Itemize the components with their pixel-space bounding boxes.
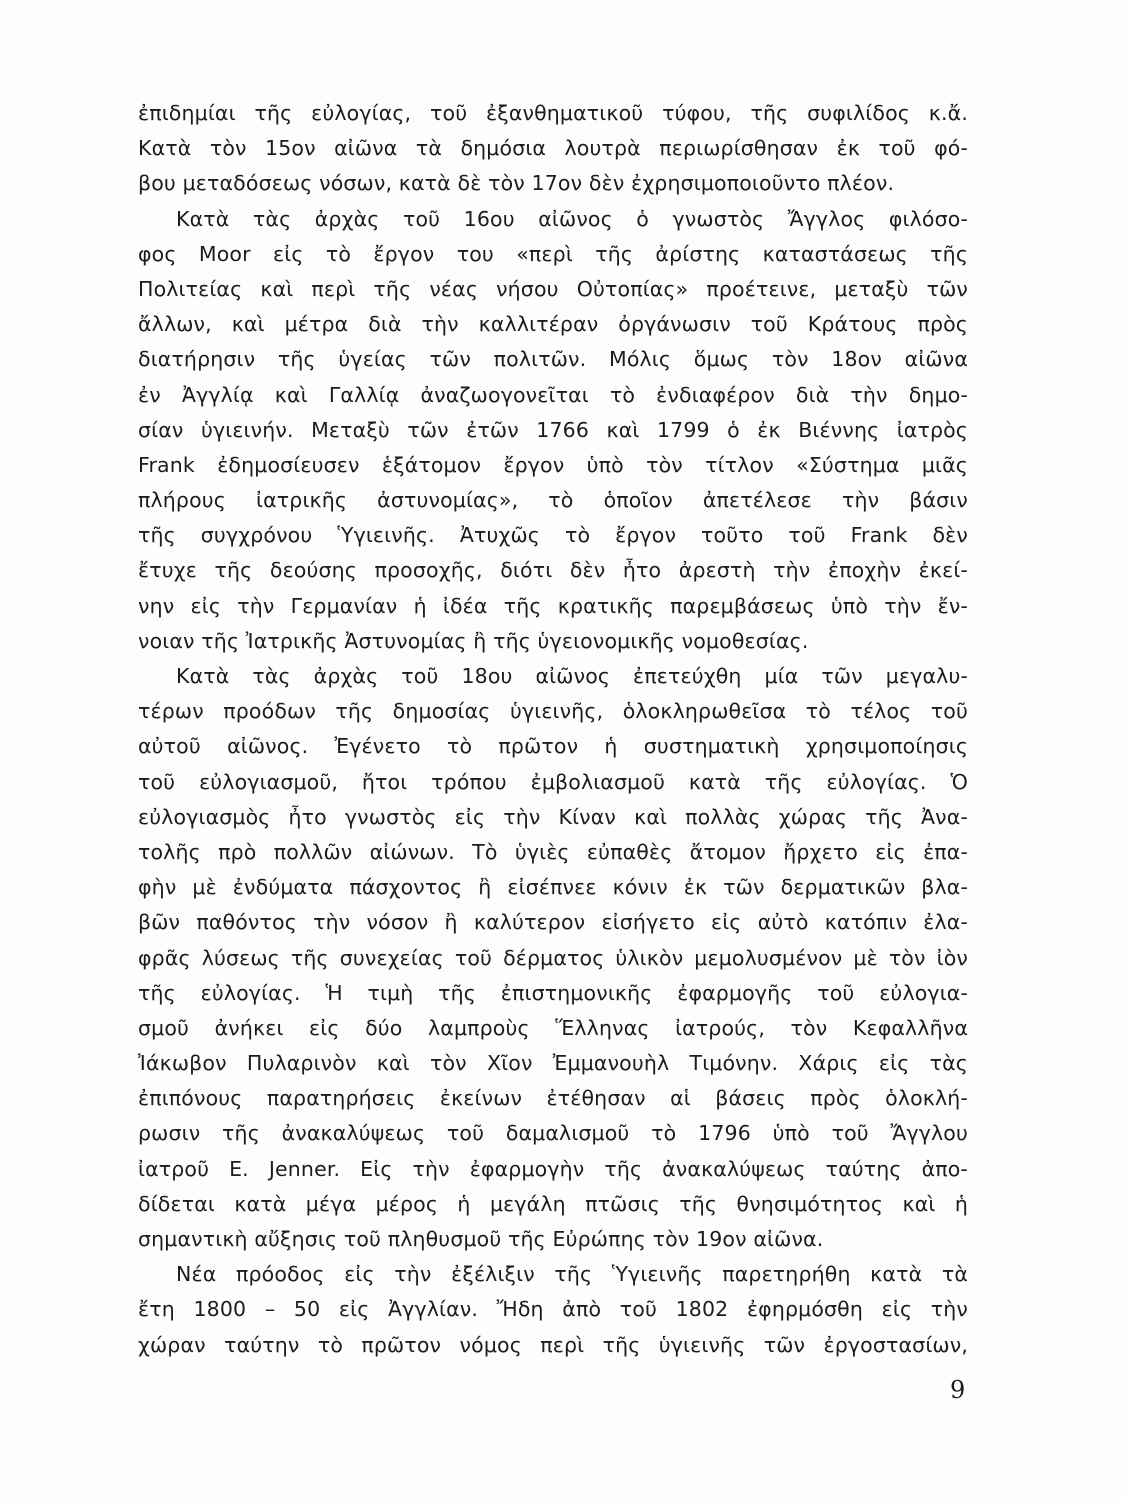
text-line: φος Moor εἰς τὸ ἔργον του «περὶ τῆς ἀρίστης καταστάσεως τῆς <box>138 241 968 266</box>
text-line: ἰατροῦ E. Jenner. Εἰς τὴν ἐφαρμογὴν τῆς ἀνακαλύψεως ταύτης ἀπο- <box>138 1156 968 1181</box>
text-line: Πολιτείας καὶ περὶ τῆς νέας νήσου Οὐτοπίας» προέτεινε, μεταξὺ τῶν <box>138 276 968 301</box>
text-line: βῶν παθόντος τὴν νόσον ἢ καλύτερον εἰσήγετο εἰς αὐτὸ κατόπιν ἐλα- <box>138 910 968 935</box>
text-line: σίαν ὑγιεινήν. Μεταξὺ τῶν ἐτῶν 1766 καὶ 1799 ὁ ἐκ Βιέννης ἰατρὸς <box>138 417 968 442</box>
text-line: πλήρους ἰατρικῆς ἀστυνομίας», τὸ ὁποῖον ἀπετέλεσε τὴν βάσιν <box>138 488 968 513</box>
text-line: νοιαν τῆς Ἰατρικῆς Ἀστυνομίας ἢ τῆς ὑγειονομικῆς νομοθεσίας. <box>138 628 809 653</box>
paragraph-start-line: Κατὰ τὰς ἀρχὰς τοῦ 16ου αἰῶνος ὁ γνωστὸς Ἄγγλος φιλόσο- <box>176 206 968 231</box>
text-line: ἔτη 1800 – 50 εἰς Ἀγγλίαν. Ἤδη ἀπὸ τοῦ 1802 ἐφηρμόσθη εἰς τὴν <box>138 1297 968 1322</box>
text-line: Ἰάκωβον Πυλαρινὸν καὶ τὸν Χῖον Ἐμμανουὴλ Τιμόνην. Χάρις εἰς τὰς <box>138 1051 968 1076</box>
text-line: τῆς συγχρόνου Ὑγιεινῆς. Ἀτυχῶς τὸ ἔργον τοῦτο τοῦ Frank δὲν <box>138 523 968 548</box>
text-line: τῆς εὐλογίας. Ἡ τιμὴ τῆς ἐπιστημονικῆς ἐφαρμογῆς τοῦ εὐλογια- <box>138 980 968 1005</box>
text-line: διατήρησιν τῆς ὑγείας τῶν πολιτῶν. Μόλις ὅμως τὸν 18ον αἰῶνα <box>138 347 968 372</box>
text-line: φὴν μὲ ἐνδύματα πάσχοντος ἢ εἰσέπνεε κόνιν ἐκ τῶν δερματικῶν βλα- <box>138 875 968 900</box>
text-line: νην εἰς τὴν Γερμανίαν ἡ ἰδέα τῆς κρατικῆς παρεμβάσεως ὑπὸ τὴν ἔν- <box>138 593 968 618</box>
text-line: σμοῦ ἀνήκει εἰς δύο λαμπροὺς Ἕλληνας ἰατρούς, τὸν Κεφαλλῆνα <box>138 1015 968 1040</box>
text-line: αὐτοῦ αἰῶνος. Ἐγένετο τὸ πρῶτον ἡ συστηματικὴ χρησιμοποίησις <box>138 734 968 759</box>
text-line: ἔτυχε τῆς δεούσης προσοχῆς, διότι δὲν ἦτο ἀρεστὴ τὴν ἐποχὴν ἐκεί- <box>138 558 968 583</box>
text-line: ἐν Ἀγγλίᾳ καὶ Γαλλίᾳ ἀναζωογονεῖται τὸ ἐνδιαφέρον διὰ τὴν δημο- <box>138 382 968 407</box>
text-line: ἐπιπόνους παρατηρήσεις ἐκείνων ἐτέθησαν αἱ βάσεις πρὸς ὁλοκλή- <box>138 1086 968 1111</box>
page-number: 9 <box>950 1376 966 1404</box>
text-line: ρωσιν τῆς ἀνακαλύψεως τοῦ δαμαλισμοῦ τὸ 1796 ὑπὸ τοῦ Ἄγγλου <box>138 1121 968 1146</box>
text-line: φρᾶς λύσεως τῆς συνεχείας τοῦ δέρματος ὑλικὸν μεμολυσμένον μὲ τὸν ἰὸν <box>138 945 968 970</box>
text-line: χώραν ταύτην τὸ πρῶτον νόμος περὶ τῆς ὑγιεινῆς τῶν ἐργοστασίων, <box>138 1332 968 1357</box>
text-line: τολῆς πρὸ πολλῶν αἰώνων. Τὸ ὑγιὲς εὐπαθὲς ἄτομον ἤρχετο εἰς ἐπα- <box>138 839 968 864</box>
paragraph-start-line: Κατὰ τὰς ἀρχὰς τοῦ 18ου αἰῶνος ἐπετεύχθη μία τῶν μεγαλυ- <box>176 664 968 688</box>
text-line: βου μεταδόσεως νόσων, κατὰ δὲ τὸν 17ον δὲν ἐχρησιμοποιοῦντο πλέον. <box>138 171 895 196</box>
text-line: δίδεται κατὰ μέγα μέρος ἡ μεγάλη πτῶσις τῆς θνησιμότητος καὶ ἡ <box>138 1191 968 1216</box>
text-line: εὐλογιασμὸς ἦτο γνωστὸς εἰς τὴν Κίναν καὶ πολλὰς χώρας τῆς Ἀνα- <box>138 804 968 829</box>
text-line: σημαντικὴ αὔξησις τοῦ πληθυσμοῦ τῆς Εὐρώπης τὸν 19ον αἰῶνα. <box>138 1227 824 1251</box>
paragraph-start-line: Νέα πρόοδος εἰς τὴν ἐξέλιξιν τῆς Ὑγιεινῆς παρετηρήθη κατὰ τὰ <box>176 1262 968 1287</box>
text-line: ἄλλων, καὶ μέτρα διὰ τὴν καλλιτέραν ὀργάνωσιν τοῦ Κράτους πρὸς <box>138 312 968 337</box>
body-text <box>138 96 968 1363</box>
text-line: τέρων προόδων τῆς δημοσίας ὑγιεινῆς, ὁλοκληρωθεῖσα τὸ τέλος τοῦ <box>138 699 968 724</box>
text-line: τοῦ εὐλογιασμοῦ, ἤτοι τρόπου ἐμβολιασμοῦ κατὰ τῆς εὐλογίας. Ὁ <box>138 769 968 794</box>
text-line: Frank ἐδημοσίευσεν ἑξάτομον ἔργον ὑπὸ τὸν τίτλον «Σύστημα μιᾶς <box>138 452 968 477</box>
text-line: ἐπιδημίαι τῆς εὐλογίας, τοῦ ἐξανθηματικοῦ τύφου, τῆς συφιλίδος κ.ἄ. <box>138 101 968 125</box>
text-line: Κατὰ τὸν 15ον αἰῶνα τὰ δημόσια λουτρὰ περιωρίσθησαν ἐκ τοῦ φό- <box>138 136 968 161</box>
